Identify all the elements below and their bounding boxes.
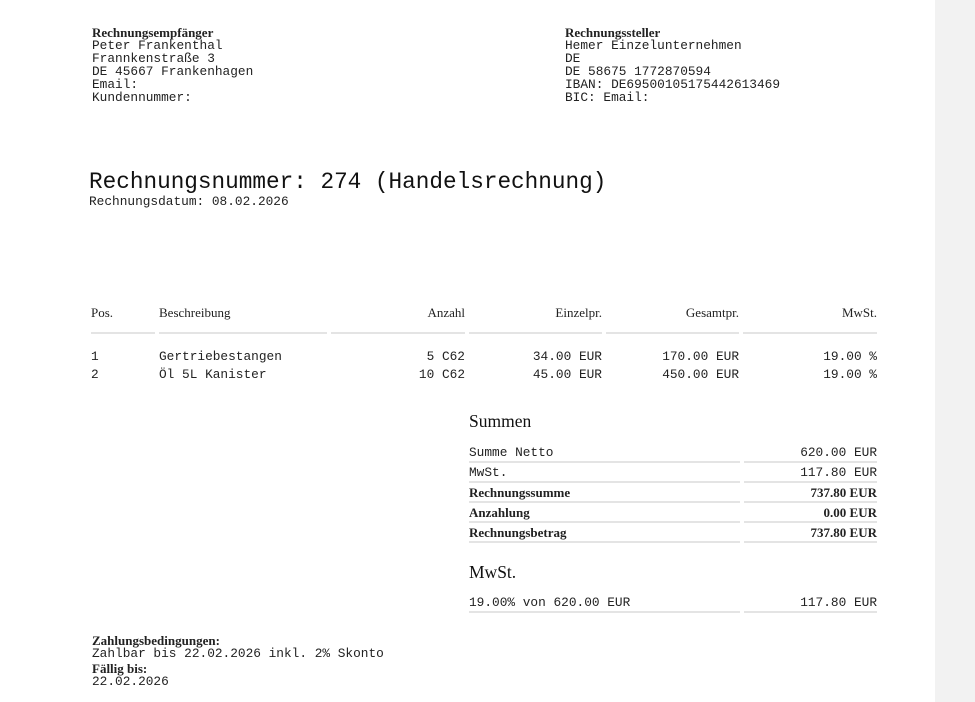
issuer-block — [565, 26, 780, 104]
side-panel — [935, 0, 975, 702]
sum-label: MwSt. — [469, 463, 740, 483]
cell: 5 C62 — [426, 349, 465, 364]
issuer-heading: Rechnungssteller — [565, 25, 661, 40]
sums-table — [465, 443, 881, 543]
table-row — [91, 366, 877, 384]
sums-heading: Summen — [469, 411, 532, 431]
payment-terms-label: Zahlungsbedingungen: — [92, 633, 220, 648]
cell: Öl 5L Kanister — [159, 367, 267, 382]
col-quantity: Anzahl — [331, 303, 465, 334]
payment-terms: Zahlbar bis 22.02.2026 inkl. 2% Skonto — [92, 646, 384, 661]
recipient-block — [92, 26, 253, 104]
sum-row — [469, 443, 877, 463]
sum-value: 0.00 EUR — [744, 503, 877, 523]
sum-label: Rechnungssumme — [469, 483, 740, 503]
col-vat: MwSt. — [743, 303, 877, 334]
issuer-line: BIC: Email: — [565, 90, 650, 105]
cell: 2 — [91, 367, 99, 382]
sum-value: 620.00 EUR — [744, 443, 877, 463]
col-pos: Pos. — [91, 303, 155, 334]
invoice-date: Rechnungsdatum: 08.02.2026 — [89, 194, 289, 209]
sum-row — [469, 523, 877, 543]
tax-row — [469, 593, 877, 613]
table-row — [91, 334, 877, 366]
due-date: 22.02.2026 — [92, 674, 169, 689]
issuer-line: Hemer Einzelunternehmen — [565, 38, 742, 53]
sum-row — [469, 483, 877, 503]
recipient-line: DE 45667 Frankenhagen — [92, 64, 254, 79]
cell: 45.00 EUR — [532, 367, 602, 382]
issuer-line: DE — [565, 51, 581, 66]
sum-row — [469, 463, 877, 483]
due-label: Fällig bis: — [92, 661, 148, 676]
sum-label: Rechnungsbetrag — [469, 523, 740, 543]
col-unit-price: Einzelpr. — [469, 303, 602, 334]
cell: 34.00 EUR — [532, 349, 602, 364]
sum-row — [469, 503, 877, 523]
cell: 450.00 EUR — [662, 367, 739, 382]
tax-table — [465, 593, 881, 613]
items-table — [87, 303, 881, 384]
sum-value: 737.80 EUR — [744, 483, 877, 503]
tax-value: 117.80 EUR — [744, 593, 877, 613]
sum-value: 117.80 EUR — [744, 463, 877, 483]
recipient-line: Peter Frankenthal — [92, 38, 223, 53]
sum-label: Anzahlung — [469, 503, 740, 523]
recipient-heading: Rechnungsempfänger — [92, 25, 214, 40]
col-total-price: Gesamtpr. — [606, 303, 739, 334]
payment-block — [92, 634, 384, 688]
col-description: Beschreibung — [159, 303, 327, 334]
recipient-line: Kundennummer: — [92, 90, 192, 105]
sum-value: 737.80 EUR — [744, 523, 877, 543]
cell: 170.00 EUR — [662, 349, 739, 364]
invoice-title: Rechnungsnummer: 274 (Handelsrechnung) — [89, 169, 607, 195]
cell: Gertriebestangen — [159, 349, 282, 364]
issuer-line: IBAN: DE69500105175442613469 — [565, 77, 781, 92]
cell: 10 C62 — [418, 367, 465, 382]
issuer-line: DE 58675 1772870594 — [565, 64, 711, 79]
recipient-line: Email: — [92, 77, 139, 92]
sum-label: Summe Netto — [469, 443, 740, 463]
tax-label: 19.00% von 620.00 EUR — [469, 593, 740, 613]
cell: 1 — [91, 349, 99, 364]
tax-heading: MwSt. — [469, 562, 517, 582]
cell: 19.00 % — [823, 349, 877, 364]
recipient-line: Frannkenstraße 3 — [92, 51, 215, 66]
cell: 19.00 % — [823, 367, 877, 382]
